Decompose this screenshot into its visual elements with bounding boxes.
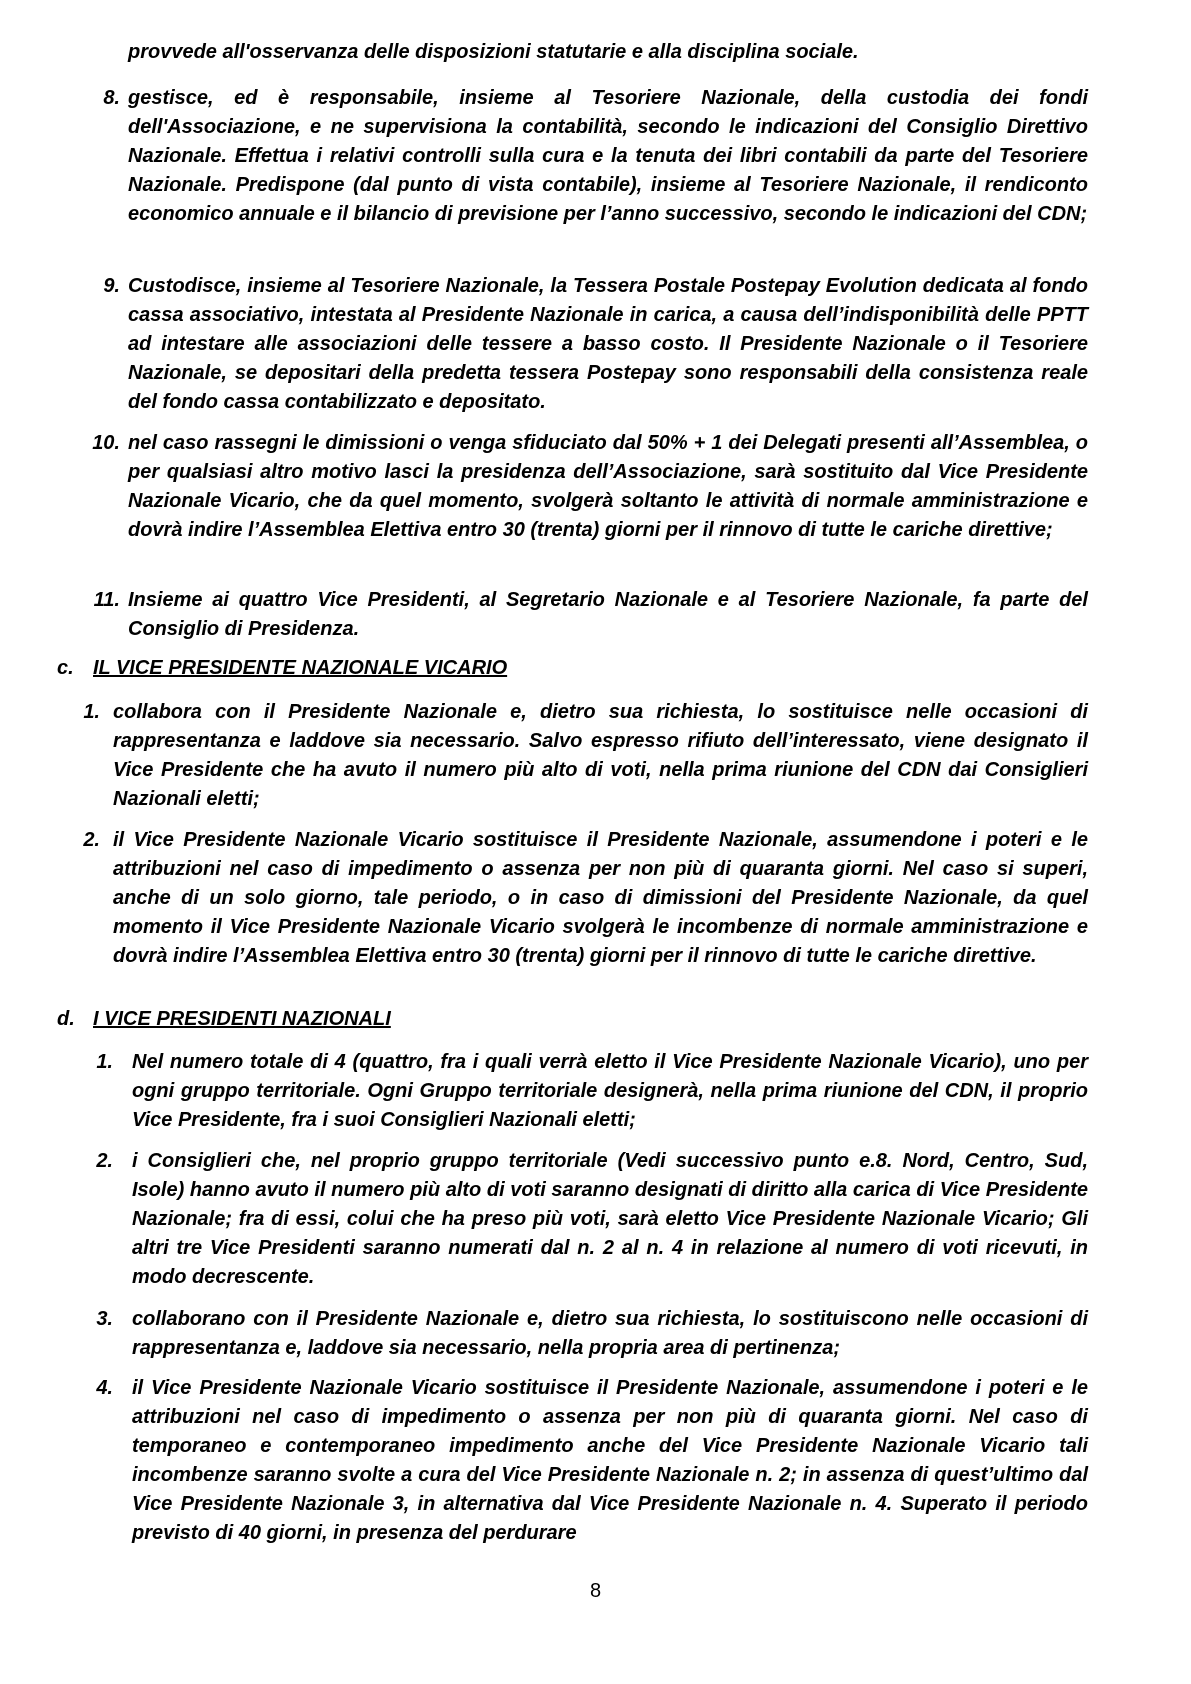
list-item [128, 272, 1088, 417]
list-item-text: Nel numero totale di 4 (quattro, fra i quali verrà eletto il Vice Presidente Nazionale Vicario), uno per ogni gruppo territoriale. Ogni Gruppo territoriale designerà, nella prima riunione del CDN, il proprio Vice Presidente, fra i suoi Consiglieri Nazionali eletti; [132, 1051, 1088, 1131]
list-item-number: 4. [96, 1377, 113, 1399]
list-item [132, 1048, 1088, 1135]
list-item-number: 1. [83, 701, 100, 723]
section-title: I VICE PRESIDENTI NAZIONALI [93, 1008, 391, 1030]
list-item [113, 698, 1088, 814]
list-item-number: 1. [96, 1051, 113, 1073]
list-item-text: collabora con il Presidente Nazionale e, dietro sua richiesta, lo sostituisce nelle occasioni di rappresentanza e laddove sia necessario. Salvo espresso rifiuto dell’interessato, viene designato il Vice Presidente che ha avuto il numero più alto di voti, nella prima riunione del CDN dai Consiglieri Nazionali eletti; [113, 701, 1088, 810]
list-item [132, 1147, 1088, 1292]
list-item-text: i Consiglieri che, nel proprio gruppo territoriale (Vedi successivo punto e.8. Nord, Centro, Sud, Isole) hanno avuto il numero più alto di voti saranno designati di diritto alla carica di Vice Presidente Nazionale; fra di essi, colui che ha preso più voti, sarà eletto Vice Presidente Nazionale Vicario; Gli altri tre Vice Presidenti saranno numerati dal n. 2 al n. 4 in relazione al numero di voti ricevuti, in modo decrescente. [132, 1150, 1088, 1288]
list-item-text: collaborano con il Presidente Nazionale e, dietro sua richiesta, lo sostituiscono nelle occasioni di rappresentanza e, laddove sia necessario, nella propria area di pertinenza; [132, 1308, 1088, 1359]
list-item [128, 586, 1088, 644]
list-item-text: il Vice Presidente Nazionale Vicario sostituisce il Presidente Nazionale, assumendone i poteri e le attribuzioni nel caso di impedimento o assenza per non più di quaranta giorni. Nel caso si superi, anche di un solo giorno, tale periodo, o in caso di dimissioni del Presidente Nazionale, da quel momento il Vice Presidente Nazionale Vicario svolgerà le incombenze di normale amministrazione e dovrà indire l’Assemblea Elettiva entro 30 (trenta) giorni per il rinnovo di tutte le cariche direttive. [113, 829, 1088, 967]
section-letter: d. [57, 1008, 75, 1030]
section-letter: c. [57, 657, 74, 679]
list-item-number: 10. [92, 432, 120, 454]
list-item-number: 11. [93, 589, 120, 611]
list-item-number: 2. [83, 829, 100, 851]
list-item-text: Insieme ai quattro Vice Presidenti, al Segretario Nazionale e al Tesoriere Nazionale, fa parte del Consiglio di Presidenza. [128, 589, 1088, 640]
list-item-number: 9. [103, 275, 120, 297]
list-item-text: provvede all'osservanza delle disposizioni statutarie e alla disciplina sociale. [128, 41, 859, 63]
list-item [128, 84, 1088, 229]
section-heading-d [57, 1005, 657, 1034]
list-item-continuation [128, 38, 1088, 67]
list-item [132, 1305, 1088, 1363]
section-heading-c [57, 654, 657, 683]
list-item-text: il Vice Presidente Nazionale Vicario sostituisce il Presidente Nazionale, assumendone i poteri e le attribuzioni nel caso di impedimento o assenza per non più di quaranta giorni. Nel caso di temporaneo e contemporaneo impedimento anche del Vice Presidente Nazionale Vicario tali incombenze saranno svolte a cura del Vice Presidente Nazionale n. 2; in assenza di quest’ultimo dal Vice Presidente Nazionale 3, in alternativa dal Vice Presidente Nazionale n. 4. Superato il periodo previsto di 40 giorni, in presenza del perdurare [132, 1377, 1088, 1544]
list-item [128, 429, 1088, 545]
list-item-text: Custodisce, insieme al Tesoriere Nazionale, la Tessera Postale Postepay Evolution dedicata al fondo cassa associativo, intestata al Presidente Nazionale in carica, a causa dell’indisponibilità delle PPTT ad intestare alle associazioni delle tessere a basso costo. Il Presidente Nazionale o il Tesoriere Nazionale, se depositari della predetta tessera Postepay sono responsabili della consistenza reale del fondo cassa contabilizzato e depositato. [128, 275, 1088, 413]
list-item-number: 8. [103, 87, 120, 109]
list-item-text: nel caso rassegni le dimissioni o venga sfiduciato dal 50% + 1 dei Delegati presenti all’Assemblea, o per qualsiasi altro motivo lasci la presidenza dell’Associazione, sarà sostituito dal Vice Presidente Nazionale Vicario, che da quel momento, svolgerà soltanto le attività di normale amministrazione e dovrà indire l’Assemblea Elettiva entro 30 (trenta) giorni per il rinnovo di tutte le cariche direttive; [128, 432, 1088, 541]
list-item-number: 2. [96, 1150, 113, 1172]
list-item-number: 3. [96, 1308, 113, 1330]
list-item [132, 1374, 1088, 1548]
list-item-text: gestisce, ed è responsabile, insieme al Tesoriere Nazionale, della custodia dei fondi dell'Associazione, e ne supervisiona la contabilità, secondo le indicazioni del Consiglio Direttivo Nazionale. Effettua i relativi controlli sulla cura e la tenuta dei libri contabili da parte del Tesoriere Nazionale. Predispone (dal punto di vista contabile), insieme al Tesoriere Nazionale, il rendiconto economico annuale e il bilancio di previsione per l’anno successivo, secondo le indicazioni del CDN; [128, 87, 1088, 225]
section-title: IL VICE PRESIDENTE NAZIONALE VICARIO [93, 657, 508, 679]
list-item [113, 826, 1088, 971]
page-number: 8 [589, 1580, 602, 1602]
